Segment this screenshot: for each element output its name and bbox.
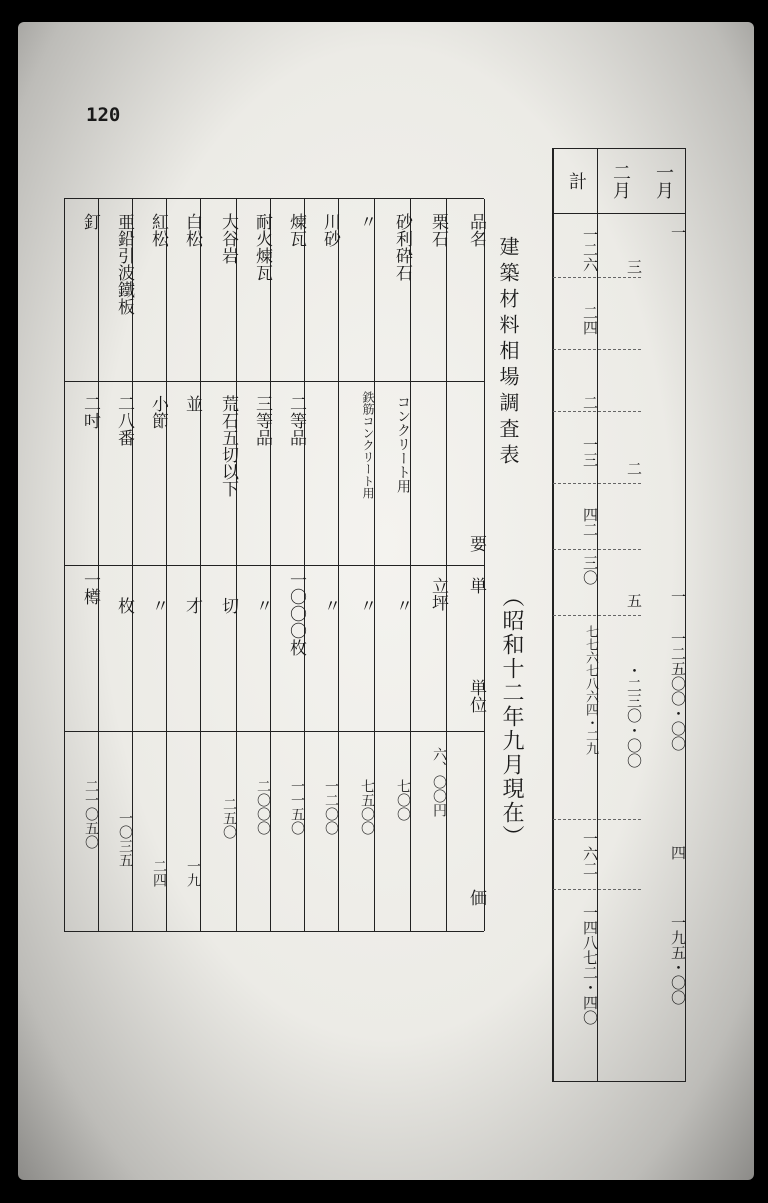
- item-price: 七五〇〇: [359, 779, 375, 835]
- item-name: 白松: [182, 213, 202, 247]
- summary-cell: 一: [669, 225, 687, 240]
- item-unit: 〃: [148, 597, 168, 614]
- item-unit: 一〇〇〇枚: [286, 571, 306, 656]
- row-divider: [64, 731, 484, 732]
- summary-cell: 四: [669, 845, 687, 860]
- summary-row-divider: [553, 483, 641, 484]
- item-spec: 二八番: [114, 395, 134, 446]
- item-price: 二五〇: [221, 797, 237, 839]
- item-spec: 三等品: [252, 395, 272, 446]
- item-name: 煉瓦: [286, 213, 306, 247]
- summary-header-feb: 二月: [598, 149, 642, 214]
- summary-cell: 一: [669, 589, 687, 604]
- item-name: 砂利砕石: [392, 213, 412, 281]
- item-price: 二〇〇〇: [255, 779, 271, 835]
- item-spec: 小節: [148, 395, 168, 429]
- summary-cell: 一二六: [581, 227, 599, 272]
- summary-cell: 一三: [581, 437, 599, 467]
- item-unit: 〃: [392, 597, 412, 614]
- summary-header-total: 計: [554, 149, 598, 214]
- summary-cell: 一二五〇〇・〇〇: [669, 631, 687, 751]
- summary-cell: 五: [625, 593, 643, 608]
- item-unit: 才: [182, 597, 202, 614]
- summary-cell: 三〇: [581, 555, 599, 585]
- item-unit: 〃: [320, 597, 340, 614]
- item-price: 二一〇五〇: [83, 779, 99, 849]
- summary-cell: 一六二: [581, 831, 599, 876]
- row-divider: [64, 381, 484, 382]
- summary-cell: 七七六七八六四・二九: [583, 625, 598, 755]
- price-table: [64, 198, 484, 932]
- item-spec: 荒石五切以下: [218, 395, 238, 497]
- header-unit-top: 単: [466, 577, 486, 594]
- page-number: 120: [86, 104, 121, 126]
- item-unit: 切: [218, 597, 238, 614]
- summary-cell: 一九五・〇〇: [669, 915, 687, 1005]
- item-spec: コンクリート用: [395, 395, 411, 493]
- summary-row-divider: [553, 349, 641, 350]
- item-price: 二四: [151, 859, 167, 887]
- item-name: 栗石: [428, 213, 448, 247]
- item-name: 釘: [80, 213, 100, 230]
- summary-cell: ・二三〇・〇〇: [625, 663, 643, 768]
- item-unit: 立坪: [428, 577, 448, 611]
- item-unit: 〃: [356, 597, 376, 614]
- item-name: 紅松: [148, 213, 168, 247]
- header-price: 価: [466, 889, 486, 906]
- header-spec: 要: [466, 535, 486, 552]
- summary-row-divider: [553, 615, 641, 616]
- item-name: 耐火煉瓦: [252, 213, 272, 281]
- summary-cell: 四二: [581, 507, 599, 537]
- summary-cell: 二: [581, 395, 599, 410]
- item-price: 六、〇〇円: [431, 747, 447, 817]
- item-name: 川砂: [320, 213, 340, 247]
- item-price: 一一五〇: [289, 779, 305, 835]
- item-price: 一二〇〇: [323, 779, 339, 835]
- summary-row-divider: [553, 889, 641, 890]
- item-spec: 鉄筋コンクリート用: [361, 391, 375, 499]
- column-divider: [484, 199, 485, 931]
- item-price: 一九: [185, 859, 201, 887]
- item-name: 大谷岩: [218, 213, 238, 264]
- item-spec: 二吋: [80, 395, 100, 429]
- item-spec: 二等品: [286, 395, 306, 446]
- header-name: 品名: [466, 213, 486, 247]
- table-subtitle: （昭和十二年九月現在）: [499, 585, 524, 849]
- item-price: 七〇〇: [395, 779, 411, 821]
- item-price: 一〇三五: [117, 811, 133, 867]
- item-spec: 並: [182, 395, 202, 412]
- summary-cell: 二四: [581, 305, 599, 335]
- summary-cell: 二: [625, 461, 643, 476]
- summary-row-divider: [553, 819, 641, 820]
- item-name: 亜鉛引波鐵板: [114, 213, 134, 315]
- summary-table: [552, 148, 686, 1082]
- summary-cell: 一四八七二・四〇: [581, 905, 599, 1025]
- item-unit: 枚: [114, 597, 134, 614]
- summary-row-divider: [553, 277, 641, 278]
- summary-header-jan: 一月: [641, 149, 685, 214]
- summary-row-divider: [553, 411, 641, 412]
- table-title: 建築材料相場調査表: [496, 236, 520, 470]
- item-name: 〃: [356, 213, 376, 230]
- item-unit: 〃: [252, 597, 272, 614]
- header-unit: 単位: [466, 679, 486, 713]
- item-unit: 一樽: [80, 571, 100, 605]
- row-divider: [64, 565, 484, 566]
- summary-cell: 三: [625, 259, 643, 274]
